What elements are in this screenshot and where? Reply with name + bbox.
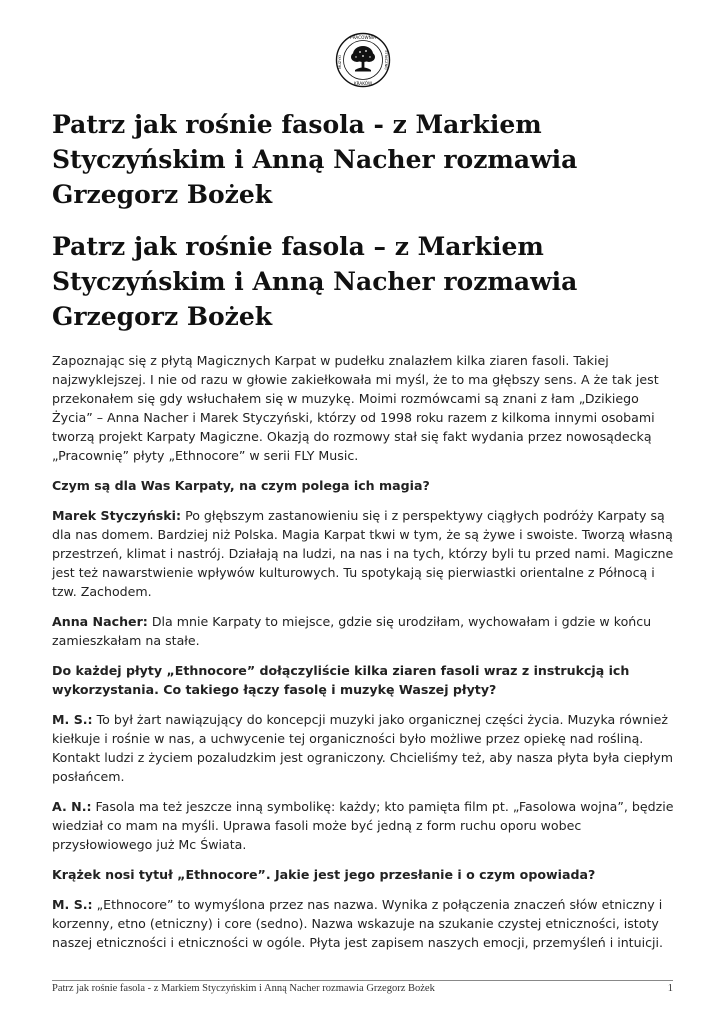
question-paragraph: Do każdej płyty „Ethnocore” dołączyliście kilka ziaren fasoli wraz z instrukcją ich wykorzystania. Co takiego łączy fasolę i muzykę Waszej płyty? [52,663,630,697]
answer-text: To był żart nawiązujący do koncepcji muzyki jako organicznej części życia. Muzyka również kiełkuje i rośnie w nas, a uchwycenie tej organiczności było możliwe przez opiekę nad rośliną. Kontakt ludzi z życiem pozaludzkim jest ograniczony. Chcieliśmy też, aby nasza płyta była ciepłym posłańcem. [52,712,673,784]
page-title: Patrz jak rośnie fasola - z Markiem Styczyńskim i Anną Nacher rozmawia Grzegorz Bożek [52,110,578,209]
answer-text: „Ethnocore” to wymyślona przez nas nazwa. Wynika z połączenia znaczeń słów etniczny i korzenny, etno (etniczny) i core (sedno). Nazwa wskazuje na szukanie czystej etniczności, istoty naszej etniczności i etniczności w ogóle. Płyta jest zapisem naszych emocji, przemyśleń i intuicji. [52,897,664,950]
answer-text: Fasola ma też jeszcze inną symbolikę: każdy; kto pamięta film pt. „Fasolowa wojna”, będzie wiedział co mam na myśli. Uprawa fasoli może być jedną z form ruchu oporu wobec przysłowiowego już Mc Świata. [52,799,674,852]
footer-divider [52,980,673,981]
logo-text-top: PRACOWNIA [350,35,376,41]
question-paragraph: Czym są dla Was Karpaty, na czym polega ich magia? [52,478,430,493]
logo-text-right: ETNICZNEJ [384,50,388,70]
footer-title: Patrz jak rośnie fasola - z Markiem Styczyńskim i Anną Nacher rozmawia Grzegorz Bożek [52,983,435,994]
article-body [52,351,677,963]
question-paragraph: Krążek nosi tytuł „Ethnocore”. Jakie jest jego przesłanie i o czym opowiada? [52,867,596,882]
speaker-name: Anna Nacher: [52,614,148,629]
logo-text-bottom: KRAKÓW [353,81,373,86]
answer-paragraph [52,710,677,786]
answer-text: Po głębszym zastanowieniu się i z perspektywy ciągłych podróży Karpaty są dla nas domem. Bardziej niż Polska. Magia Karpat tkwi w tym, że są żywe i swoiste. Tworzą własną przestrzeń, klimat i nastrój. Działają na ludzi, na nas i na tych, którzy byli tu przed nami. Magiczne jest też nawarstwienie wpływów kulturowych. Tu spotykają się pierwiastki orientalne z Północą i tzw. Zachodem. [52,508,674,599]
page-number: 1 [667,983,673,994]
logo-text-left: MUZYKI [338,55,342,69]
speaker-name: M. S.: [52,712,93,727]
speaker-name: M. S.: [52,897,93,912]
answer-paragraph [52,895,677,952]
speaker-name: Marek Styczyński: [52,508,182,523]
tree-seal-icon [335,32,391,88]
article-title: Patrz jak rośnie fasola – z Markiem Styczyńskim i Anną Nacher rozmawia Grzegorz Bożek [52,232,578,331]
answer-paragraph [52,612,677,650]
intro-paragraph: Zapoznając się z płytą Magicznych Karpat w pudełku znalazłem kilka ziaren fasoli. Takiej najzwyklejszej. I nie od razu w głowie zakiełkowała mi myśl, że to ma głębszy sens. A że tak jest przekonałem się gdy wsłuchałem się w muzykę. Moimi rozmówcami są znani z łam „Dzikiego Życia” – Anna Nacher i Marek Styczyński, którzy od 1998 roku razem z kilkoma innymi osobami tworzą projekt Karpaty Magiczne. Okazją do rozmowy stał się fakt wydania przez nowosądecką „Pracownię” płyty „Ethnocore” w serii FLY Music. [52,353,659,463]
answer-text: Dla mnie Karpaty to miejsce, gdzie się urodziłam, wychowałam i gdzie w końcu zamieszkałam na stałe. [52,614,652,648]
answer-paragraph [52,797,677,854]
speaker-name: A. N.: [52,799,92,814]
answer-paragraph [52,506,677,601]
